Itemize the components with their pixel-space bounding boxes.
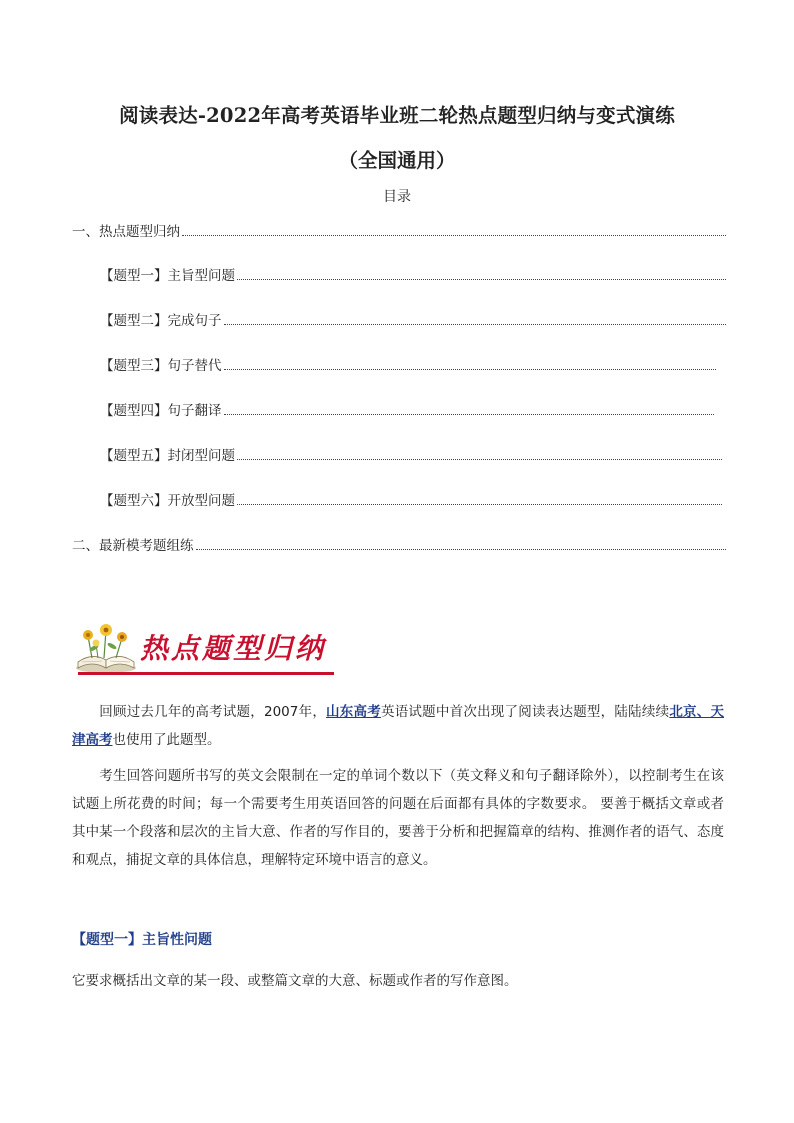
toc-label: 【题型一】主旨型问题: [100, 268, 235, 284]
intro-text: 回顾过去几年的高考试题，2007年，: [99, 704, 327, 720]
toc-entry-section2[interactable]: [72, 534, 726, 554]
toc-label: 【题型四】句子翻译: [100, 403, 222, 419]
toc-entry-section1[interactable]: [72, 220, 726, 240]
toc-label: 【题型五】封闭型问题: [100, 448, 235, 464]
link-beijing-tianjin-gaokao[interactable]: 北京、天津高考: [72, 704, 725, 748]
toc-entry-item1[interactable]: [100, 264, 726, 284]
toc-entry-item5[interactable]: [100, 444, 722, 464]
toc-label: 一、热点题型归纳: [72, 224, 180, 240]
toc-leader: [224, 404, 715, 415]
toc-entry-item2[interactable]: [100, 309, 726, 329]
toc-label: 【题型三】句子替代: [100, 358, 222, 374]
toc-leader: [182, 225, 726, 236]
toc-label: 二、最新模考题组练: [72, 538, 194, 554]
document-title: 阅读表达-2022年高考英语毕业班二轮热点题型归纳与变式演练: [119, 104, 675, 127]
open-book-flowers-icon: [74, 622, 336, 680]
document-subtitle: （全国通用）: [338, 149, 456, 172]
intro-paragraph-1: [72, 698, 724, 754]
toc-label: 【题型二】完成句子: [100, 313, 222, 329]
intro-text: 考生回答问题所书写的英文会限制在一定的单词个数以下（英文释义和句子翻译除外），以控制考生在该试题上所花费的时间；每一个需要考生用英语回答的问题在后面都有具体的字数要求。 要善于概括文章或者其中某一个段落和层次的主旨大意、作者的写作目的，要善于分析和把握篇章的结构、推测作者的语气、态度和观点，捕捉文章的具体信息，理解特定环境中语言的意义。: [72, 768, 724, 868]
section-banner: [74, 622, 336, 680]
intro-paragraph-2: [72, 762, 724, 874]
toc-leader: [196, 539, 727, 550]
banner-title: 热点题型归纳: [140, 632, 327, 665]
intro-text: 也使用了此题型。: [112, 732, 221, 748]
section-heading: 【题型一】主旨性问题: [72, 932, 212, 948]
toc-heading: 目录: [383, 189, 411, 205]
toc-entry-item6[interactable]: [100, 489, 722, 509]
toc-leader: [224, 359, 717, 370]
toc-label: 【题型六】开放型问题: [100, 493, 235, 509]
toc-leader: [237, 494, 722, 505]
toc-entry-item3[interactable]: [100, 354, 716, 374]
toc-leader: [237, 449, 722, 460]
toc-leader: [237, 269, 726, 280]
toc-leader: [224, 314, 727, 325]
intro-text: 英语试题中首次出现了阅读表达题型，陆陆续续: [380, 704, 670, 720]
link-shandong-gaokao[interactable]: 山东高考: [326, 704, 381, 720]
section-description: 它要求概括出文章的某一段、或整篇文章的大意、标题或作者的写作意图。: [72, 973, 518, 989]
toc-entry-item4[interactable]: [100, 399, 714, 419]
